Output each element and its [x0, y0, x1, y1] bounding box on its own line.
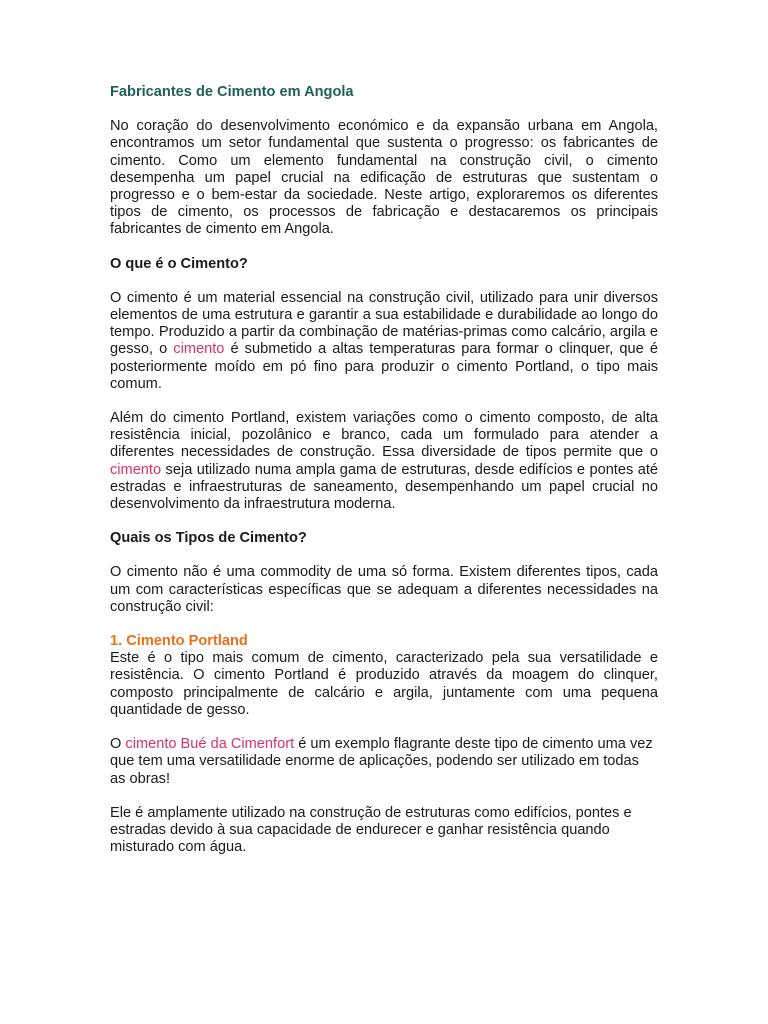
paragraph-usage: Ele é amplamente utilizado na construção de estruturas como edifícios, pontes e estradas devido à sua capacidade de endurecer e ganhar resistência quando misturado com água. — [110, 804, 632, 856]
cimento-bue-cimenfort-link[interactable]: cimento Bué da Cimenfort — [125, 736, 295, 753]
paragraph-text: Além do cimento Portland, existem variações como o cimento composto, de alta resistência inicial, pozolânico e branco, cada um formulado para atender a diferentes necessidades de construção. Essa diversidade de tipos permite que o — [110, 410, 658, 461]
paragraph-cimenfort — [110, 736, 658, 788]
subheading-cimento-portland: 1. Cimento Portland — [110, 633, 248, 650]
subsection-portland — [110, 633, 658, 719]
section-heading-cement-types: Quais os Tipos de Cimento? — [110, 530, 307, 547]
paragraph-what-is-cement — [110, 290, 658, 393]
cimento-link[interactable]: cimento — [173, 341, 225, 358]
cimento-link[interactable]: cimento — [110, 461, 162, 478]
paragraph-text: seja utilizado numa ampla gama de estruturas, desde edifícios e pontes até estradas e infraestruturas de saneamento, desempenhando um papel crucial no desenvolvimento da infraestrutura moderna. — [110, 461, 658, 513]
paragraph-text: é um exemplo flagrante deste tipo de cimento uma vez que tem uma versatilidade enorme de aplicações, podendo ser utilizado em todas as obras! — [110, 736, 653, 787]
paragraph-text: Este é o tipo mais comum de cimento, caracterizado pela sua versatilidade e resistência. O cimento Portland é produzido através da moagem do clinquer, composto principalmente de calcário e argila, juntamente com uma pequena quantidade de gesso. — [110, 650, 658, 718]
paragraph-cement-variations — [110, 410, 658, 513]
document-title: Fabricantes de Cimento em Angola — [110, 84, 354, 100]
paragraph-cement-types-intro: O cimento não é uma commodity de uma só forma. Existem diferentes tipos, cada um com características específicas que se adequam a diferentes necessidades na construção civil: — [110, 564, 658, 615]
section-heading-what-is-cement: O que é o Cimento? — [110, 255, 248, 272]
paragraph-text: O — [110, 736, 126, 753]
intro-paragraph: No coração do desenvolvimento económico e da expansão urbana em Angola, encontramos um setor fundamental que sustenta o progresso: os fabricantes de cimento. Como um elemento fundamental na construção civil, o cimento desempenha um papel crucial na edificação de estruturas que sustentam o progresso e o bem-estar da sociedade. Neste artigo, exploraremos os diferentes tipos de cimento, os processos de fabricação e destacaremos os principais fabricantes de cimento em Angola. — [110, 118, 658, 238]
paragraph-text: é submetido a altas temperaturas para formar o clinquer, que é posteriormente moído em pó fino para produzir o cimento Portland, o tipo mais comum. — [110, 341, 658, 392]
paragraph-text: O cimento é um material essencial na construção civil, utilizado para unir diversos elementos de uma estrutura e garantir a sua estabilidade e durabilidade ao longo do tempo. Produzido a partir da combinação de matérias-primas como calcário, argila e gesso, o — [110, 289, 658, 358]
